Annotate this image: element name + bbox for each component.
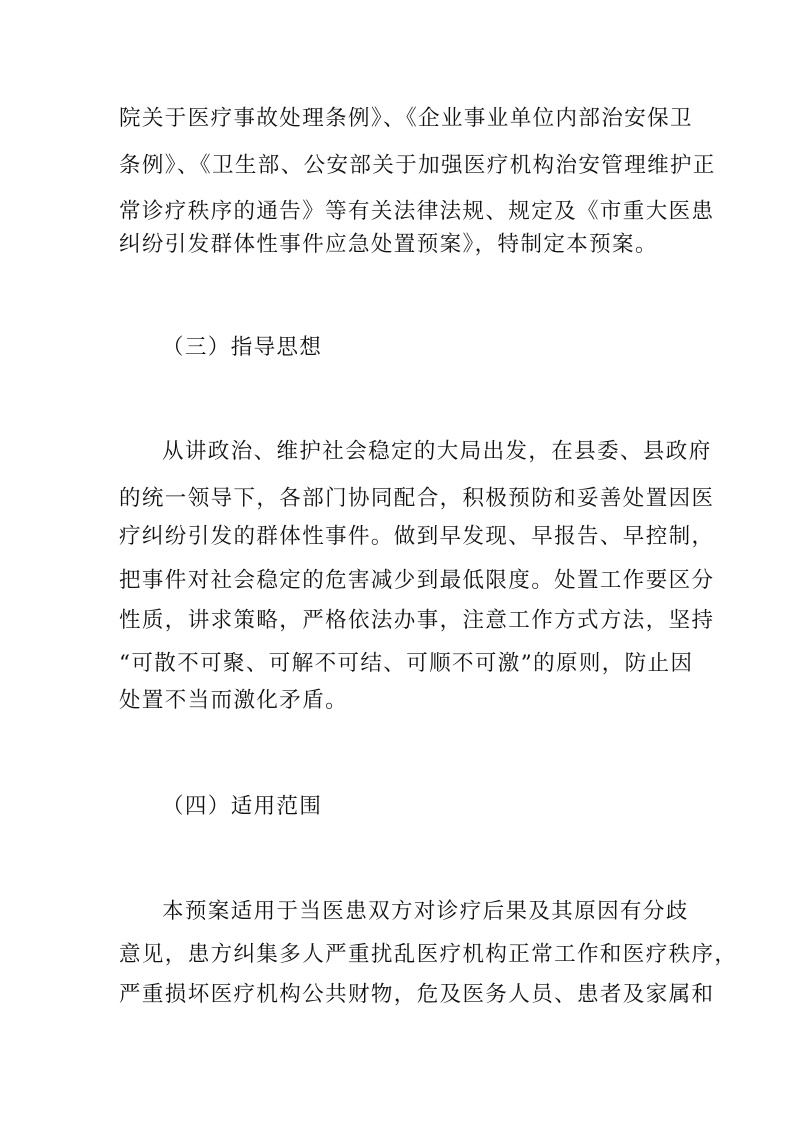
text-line: 纠纷引发群体性事件应急处置预案》，特制定本预案。 <box>119 232 658 257</box>
text-line: 从讲政治、维护社会稳定的大局出发，在县委、县政府 <box>162 439 712 464</box>
text-line: 把事件对社会稳定的危害减少到最低限度。处置工作要区分 <box>119 568 715 593</box>
text-line: 严重损坏医疗机构公共财物，危及医务人员、患者及家属和 <box>119 982 715 1007</box>
section-heading-scope: （四）适用范围 <box>162 794 323 819</box>
text-line: “可散不可聚、可解不可结、可顺不可激”的原则，防止因 <box>119 651 694 676</box>
text-line: 处置不当而激化矛盾。 <box>119 688 349 713</box>
text-line: 意见，患方纠集多人严重扰乱医疗机构正常工作和医疗秩序， <box>119 942 738 967</box>
text-line: 院关于医疗事故处理条例》、《企业事业单位内部治安保卫 <box>119 106 693 131</box>
text-line: 性质，讲求策略，严格依法办事，注意工作方式方法，坚持 <box>119 608 715 633</box>
text-line: 疗纠纷引发的群体性事件。做到早发现、早报告、早控制， <box>119 524 715 549</box>
text-line: 本预案适用于当医患双方对诊疗后果及其原因有分歧 <box>162 899 689 924</box>
text-line: 条例》、《卫生部、公安部关于加强医疗机构治安管理维护正 <box>119 153 716 178</box>
text-line: 常诊疗秩序的通告》等有关法律法规、规定及《市重大医患 <box>119 199 715 224</box>
text-line: 的统一领导下，各部门协同配合，积极预防和妥善处置因医 <box>119 486 715 511</box>
section-heading-guiding-ideology: （三）指导思想 <box>162 335 323 360</box>
